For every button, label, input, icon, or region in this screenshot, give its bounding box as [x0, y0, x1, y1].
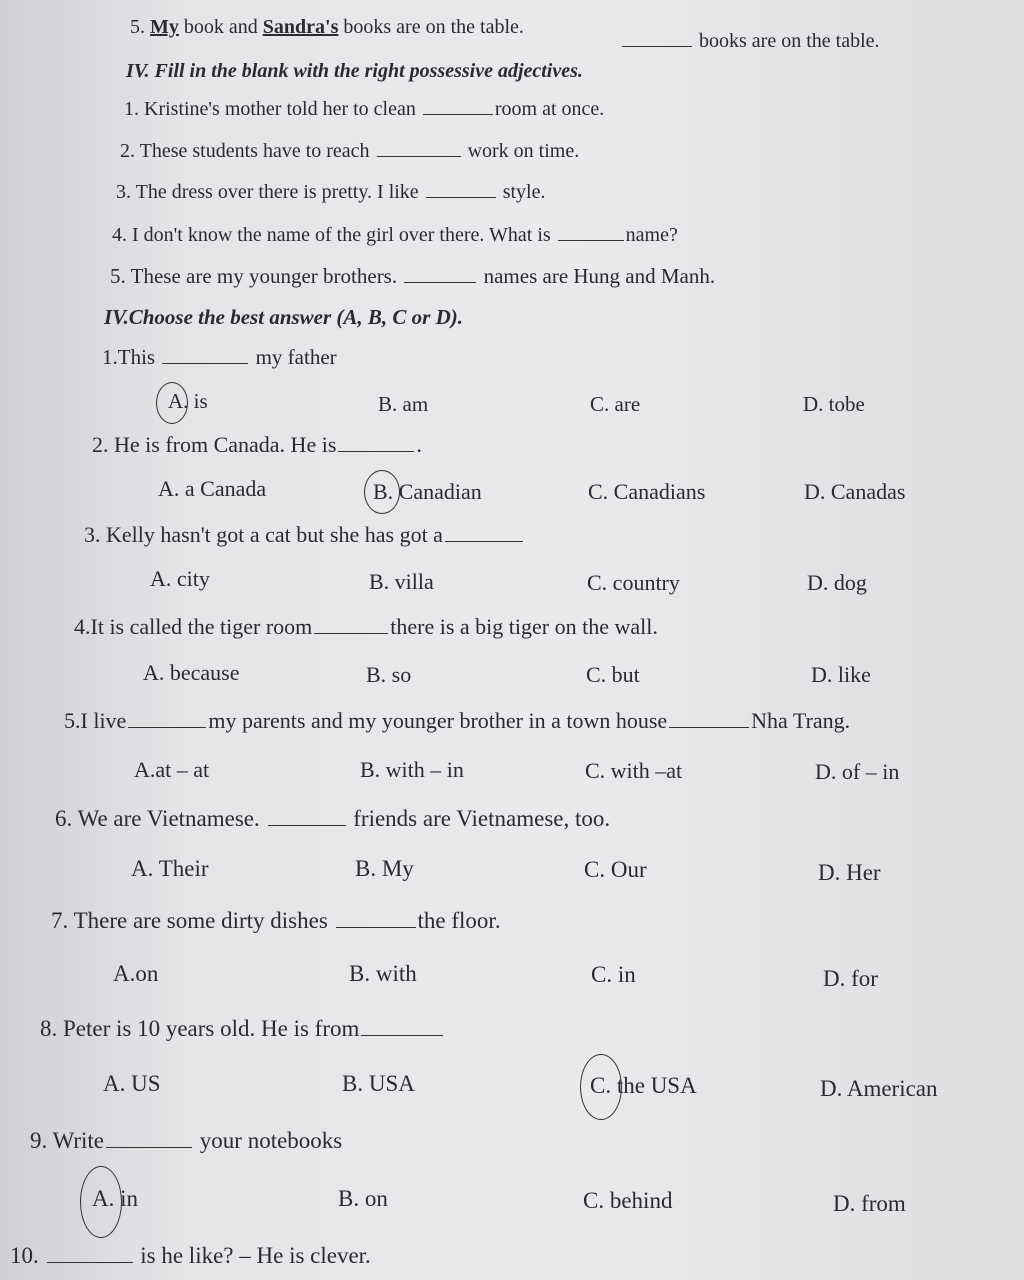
answer-blank[interactable] — [423, 113, 493, 115]
question-line: 1. Kristine's mother told her to clean room at once. — [124, 98, 605, 120]
option-c[interactable]: C. with –at — [585, 758, 683, 783]
section-heading: IV.Choose the best answer (A, B, C or D). — [104, 305, 464, 329]
option-c[interactable]: C. are — [590, 392, 641, 416]
option-b[interactable]: B. so — [366, 662, 412, 687]
option-d[interactable]: D. for — [823, 966, 878, 991]
answer-blank[interactable] — [404, 281, 476, 283]
question-line: 5.I live my parents and my younger brother in a town house Nha Trang. — [64, 708, 851, 733]
option-d[interactable]: D. tobe — [803, 392, 865, 416]
answer-blank[interactable] — [445, 540, 523, 542]
question-line: 10. is he like? – He is clever. — [10, 1243, 371, 1268]
option-c[interactable]: C. behind — [583, 1188, 673, 1213]
question-line: 3. The dress over there is pretty. I like style. — [116, 181, 546, 203]
option-a[interactable]: A. is — [168, 389, 208, 413]
answer-blank[interactable] — [162, 362, 248, 364]
answer-circle-mark — [156, 382, 188, 424]
answer-circle-mark — [80, 1166, 122, 1238]
option-a[interactable]: A.at – at — [134, 757, 210, 782]
question-line: books are on the table. — [620, 30, 880, 53]
question-line: 5. My book and Sandra's books are on the table. — [130, 16, 524, 38]
option-c[interactable]: C. Canadians — [588, 479, 706, 504]
option-d[interactable]: D. from — [833, 1191, 906, 1216]
option-d[interactable]: D. of – in — [815, 759, 900, 784]
answer-blank[interactable] — [47, 1261, 133, 1263]
option-c[interactable]: C. Our — [584, 857, 647, 882]
option-d[interactable]: D. Her — [818, 860, 881, 885]
option-a[interactable]: A. city — [150, 566, 210, 591]
option-a[interactable]: A.on — [113, 961, 159, 986]
answer-blank[interactable] — [558, 239, 624, 241]
option-b[interactable]: B. am — [378, 392, 429, 416]
option-b[interactable]: B. My — [355, 856, 414, 881]
question-line: 4. I don't know the name of the girl over there. What is name? — [112, 224, 678, 246]
option-b[interactable]: B. on — [338, 1186, 388, 1211]
answer-blank[interactable] — [106, 1146, 192, 1148]
option-b[interactable]: B. with – in — [360, 757, 464, 782]
answer-blank[interactable] — [128, 726, 206, 728]
question-line: 7. There are some dirty dishes the floor. — [51, 908, 501, 933]
option-d[interactable]: D. Canadas — [804, 479, 906, 504]
option-c[interactable]: C. the USA — [590, 1073, 697, 1098]
answer-blank[interactable] — [336, 926, 416, 928]
answer-blank[interactable] — [338, 450, 414, 452]
option-a[interactable]: A. US — [103, 1071, 161, 1096]
answer-circle-mark — [580, 1054, 622, 1120]
question-line: 5. These are my younger brothers. names are Hung and Manh. — [110, 264, 716, 288]
answer-blank[interactable] — [669, 726, 749, 728]
option-a[interactable]: A. because — [143, 660, 240, 685]
option-b[interactable]: B. USA — [342, 1071, 415, 1096]
option-d[interactable]: D. dog — [807, 570, 867, 595]
answer-blank[interactable] — [426, 196, 496, 198]
question-line: 3. Kelly hasn't got a cat but she has got a — [84, 522, 525, 548]
option-b[interactable]: B. with — [349, 961, 417, 986]
section-heading: IV. Fill in the blank with the right possessive adjectives. — [126, 60, 583, 82]
option-c[interactable]: C. country — [587, 570, 680, 595]
question-line: 6. We are Vietnamese. friends are Vietnamese, too. — [55, 806, 611, 831]
option-c[interactable]: C. in — [591, 962, 636, 987]
option-c[interactable]: C. but — [586, 662, 640, 687]
answer-circle-mark — [364, 470, 400, 514]
answer-blank[interactable] — [361, 1034, 443, 1036]
option-d[interactable]: D. American — [820, 1076, 938, 1101]
option-a[interactable]: A. Their — [131, 856, 209, 881]
answer-blank[interactable] — [268, 824, 346, 826]
question-line: 2. He is from Canada. He is . — [92, 432, 422, 457]
option-a[interactable]: A. in — [92, 1186, 138, 1211]
option-b[interactable]: B. Canadian — [373, 479, 482, 504]
question-line: 2. These students have to reach work on time. — [120, 140, 580, 162]
option-b[interactable]: B. villa — [369, 569, 434, 594]
answer-blank[interactable] — [314, 632, 388, 634]
question-line: 4.It is called the tiger room there is a big tiger on the wall. — [74, 614, 658, 639]
question-line: 9. Write your notebooks — [30, 1128, 343, 1153]
option-d[interactable]: D. like — [811, 662, 871, 687]
question-line: 8. Peter is 10 years old. He is from — [40, 1016, 445, 1042]
answer-blank[interactable] — [377, 155, 461, 157]
question-line: 1.This my father — [102, 345, 337, 369]
answer-blank[interactable] — [622, 45, 692, 47]
option-a[interactable]: A. a Canada — [158, 476, 267, 501]
